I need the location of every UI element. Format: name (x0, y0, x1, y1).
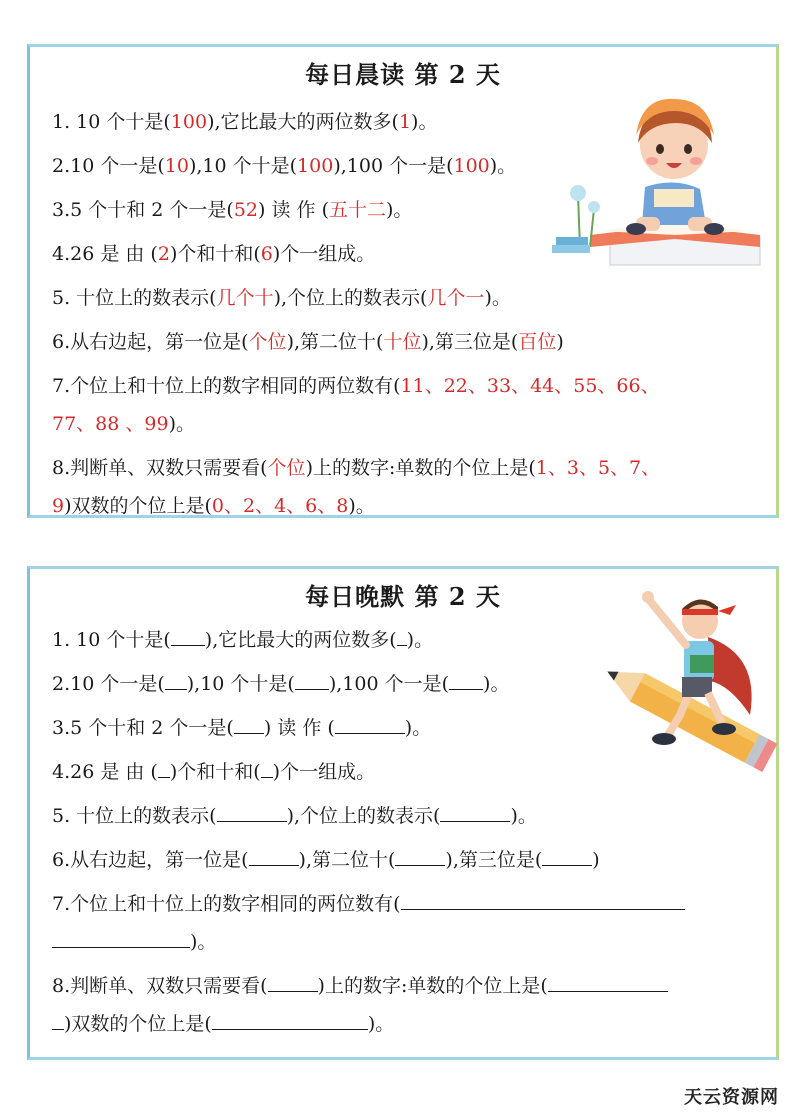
evening-question-1 (52, 625, 433, 652)
answer: 1、3、5、7、 (535, 457, 661, 479)
text: 8.判断单、双数只需要看( (52, 457, 268, 479)
text: )个一组成。 (272, 761, 376, 783)
answer-blank[interactable] (397, 627, 407, 646)
answer: 100 (297, 155, 334, 177)
text: )。 (489, 155, 517, 177)
answer-blank[interactable] (261, 759, 273, 778)
evening-question-4 (52, 757, 375, 784)
text: )双数的个位上是( (64, 1013, 212, 1035)
text: 2.10 个一是( (52, 155, 165, 177)
answer-blank[interactable] (52, 929, 190, 948)
answer: 几个一 (427, 287, 485, 309)
answer-blank[interactable] (158, 759, 170, 778)
text: 4.26 是 由 ( (52, 243, 158, 265)
morning-question-6 (52, 327, 564, 354)
text: )个和十和( (169, 761, 261, 783)
text: ),第二位十( (298, 849, 396, 871)
answer: 9 (52, 495, 65, 517)
evening-question-6 (52, 845, 600, 872)
text: ),第三位是( (421, 331, 519, 353)
text: )。 (510, 805, 537, 827)
text: ),个位上的数表示( (286, 805, 441, 827)
answer: 0、2、4、6、8 (211, 495, 349, 517)
answer-blank[interactable] (171, 627, 205, 646)
text: 7.个位上和十位上的数字相同的两位数有( (52, 375, 401, 397)
text: )个和十和( (169, 243, 261, 265)
evening-question-7 (52, 889, 685, 916)
text: )。 (386, 199, 413, 221)
answer-blank[interactable] (217, 803, 287, 822)
answer: 6 (260, 243, 273, 265)
answer: 11、22、33、44、55、66、 (400, 375, 660, 397)
text: ) 读 作 ( (263, 717, 335, 739)
text: ),第二位十( (286, 331, 384, 353)
morning-question-5 (52, 283, 511, 310)
answer-blank[interactable] (165, 671, 187, 690)
text: )个一组成。 (272, 243, 376, 265)
morning-question-8 (52, 453, 660, 480)
text: ),100 个一是( (333, 155, 454, 177)
text: 1. 10 个十是( (52, 629, 171, 651)
text: )。 (406, 629, 434, 651)
text: ),它比最大的两位数多( (204, 629, 397, 651)
text: ) 读 作 ( (258, 199, 329, 221)
morning-question-1 (52, 107, 437, 134)
text: )。 (190, 931, 217, 953)
text: ),10 个十是( (188, 155, 298, 177)
evening-question-3 (52, 713, 431, 740)
evening-question-5 (52, 801, 537, 828)
morning-question-8-cont (52, 491, 375, 518)
text: ),个位上的数表示( (273, 287, 428, 309)
text: )。 (168, 413, 195, 435)
text: )。 (404, 717, 432, 739)
answer: 十位 (383, 331, 422, 353)
evening-title: 每日晚默 第 2 天 (305, 582, 501, 611)
answer-blank[interactable] (295, 671, 329, 690)
text: )。 (483, 673, 510, 695)
evening-dictation-card (27, 566, 779, 1060)
morning-question-3 (52, 195, 412, 222)
answer-blank[interactable] (52, 1011, 64, 1030)
text: )。 (484, 287, 511, 309)
text: 5. 十位上的数表示( (52, 805, 217, 827)
morning-title: 每日晨读 第 2 天 (305, 60, 501, 89)
evening-question-2 (52, 669, 509, 696)
text: 8.判断单、双数只需要看( (52, 975, 268, 997)
answer: 52 (233, 199, 259, 221)
text: 5. 十位上的数表示( (52, 287, 217, 309)
text: ),第三位是( (445, 849, 543, 871)
text: ),它比最大的两位数多( (207, 111, 399, 133)
answer: 1 (398, 111, 412, 133)
answer-blank[interactable] (440, 803, 510, 822)
text: )上的数字:单数的个位上是( (317, 975, 548, 997)
morning-question-7-cont (52, 409, 195, 436)
text: )。 (348, 495, 375, 517)
evening-question-8 (52, 971, 668, 998)
girl-reading-illustration (550, 97, 770, 277)
morning-reading-card (27, 44, 779, 518)
text: )双数的个位上是( (64, 495, 212, 517)
answer-blank[interactable] (335, 715, 405, 734)
answer: 2 (157, 243, 170, 265)
answer-blank[interactable] (449, 671, 483, 690)
text: )。 (411, 111, 438, 133)
answer: 100 (453, 155, 490, 177)
text: 6.从右边起，第一位是( (52, 849, 249, 871)
answer-blank[interactable] (548, 973, 668, 992)
text: 3.5 个十和 2 个一是( (52, 199, 234, 221)
answer: 百位 (518, 331, 557, 353)
evening-question-7-cont (52, 927, 216, 954)
answer: 10 (164, 155, 189, 177)
morning-question-2 (52, 151, 516, 178)
evening-question-8-cont (52, 1009, 394, 1036)
answer-blank[interactable] (268, 973, 318, 992)
text: )。 (367, 1013, 395, 1035)
answer-blank[interactable] (542, 847, 592, 866)
text: ) (556, 331, 564, 353)
text: 7.个位上和十位上的数字相同的两位数有( (52, 893, 401, 915)
text: 2.10 个一是( (52, 673, 165, 695)
answer: 五十二 (328, 199, 386, 221)
answer-blank[interactable] (395, 847, 445, 866)
text: 3.5 个十和 2 个一是( (52, 717, 234, 739)
site-watermark: 天云资源网 (684, 1087, 779, 1108)
text: ),100 个一是( (328, 673, 450, 695)
answer-blank[interactable] (212, 1011, 368, 1030)
text: ) (592, 849, 600, 871)
answer: 个位 (267, 457, 306, 479)
text: 4.26 是 由 ( (52, 761, 158, 783)
answer: 个位 (248, 331, 287, 353)
text: 6.从右边起，第一位是( (52, 331, 249, 353)
answer: 77、88 、99 (52, 413, 169, 435)
answer-blank[interactable] (401, 891, 685, 910)
answer: 100 (170, 111, 208, 133)
answer-blank[interactable] (234, 715, 264, 734)
text: 1. 10 个十是( (52, 111, 171, 133)
answer: 几个十 (216, 287, 274, 309)
morning-question-4 (52, 239, 375, 266)
morning-question-7 (52, 371, 660, 398)
answer-blank[interactable] (249, 847, 299, 866)
boy-on-pencil-illustration (590, 585, 780, 785)
text: ),10 个十是( (186, 673, 295, 695)
text: )上的数字:单数的个位上是( (305, 457, 536, 479)
